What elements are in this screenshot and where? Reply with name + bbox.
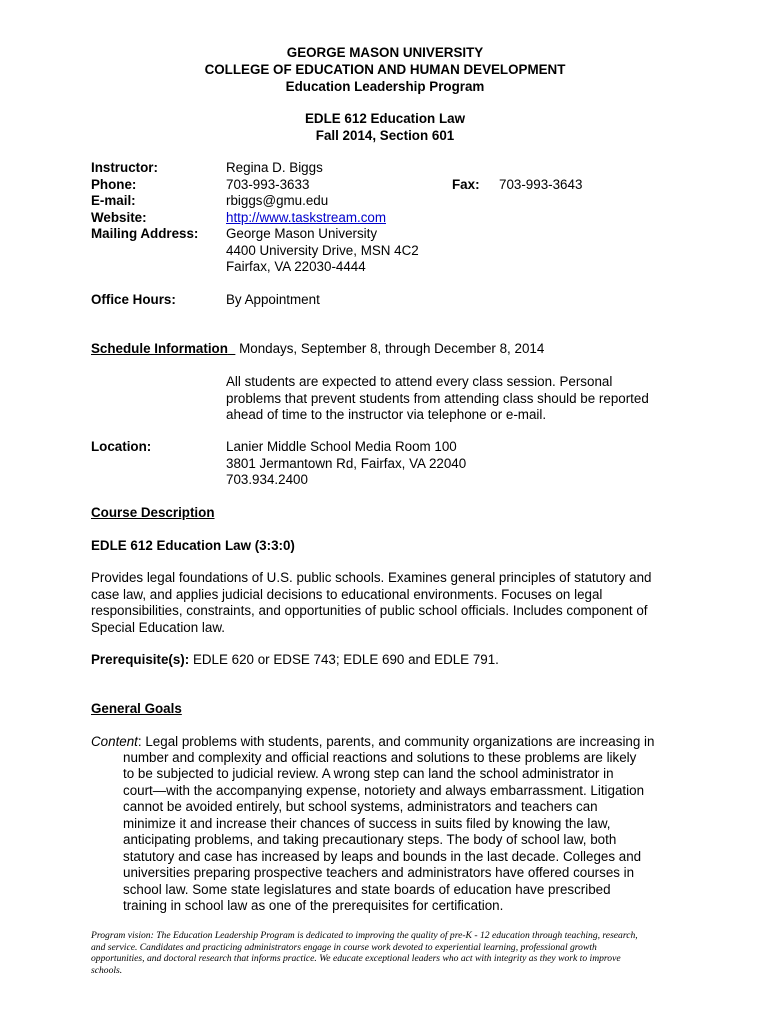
course-description-heading: Course Description xyxy=(91,505,215,520)
attendance-line2: problems that prevent students from attending class should be reported xyxy=(226,391,649,406)
website-label: Website: xyxy=(91,210,147,225)
content-line3: to be subjected to judicial review. A wrong step can land the school administrator in xyxy=(123,766,614,781)
attendance-line3: ahead of time to the instructor via telephone or e-mail. xyxy=(226,407,547,422)
fax-label: Fax: xyxy=(452,177,480,192)
document-header xyxy=(0,44,770,95)
location-line2: 3801 Jermantown Rd, Fairfax, VA 22040 xyxy=(226,456,467,471)
location-line3: 703.934.2400 xyxy=(226,472,308,487)
office-hours-value: By Appointment xyxy=(226,292,320,307)
schedule-row xyxy=(91,341,544,358)
mailing-address-line3: Fairfax, VA 22030-4444 xyxy=(226,259,366,274)
office-hours-label: Office Hours: xyxy=(91,292,176,307)
attendance-line1: All students are expected to attend every class session. Personal xyxy=(226,374,613,389)
fax-value: 703-993-3643 xyxy=(499,177,583,192)
content-first-line: : Legal problems with students, parents, and community organizations are increasing in xyxy=(137,734,655,749)
content-line10: school law. Some state legislatures and state boards of education have prescribed xyxy=(123,882,611,897)
prerequisites-label: Prerequisite(s): xyxy=(91,652,190,667)
footer-line2: and service. Candidates and practicing administrators engage in course work devoted to experiential learning, professional growth xyxy=(91,941,597,953)
instructor-name: Regina D. Biggs xyxy=(226,160,323,175)
course-description-line2: case law, and applies judicial decisions to educational environments. Focuses on legal xyxy=(91,587,603,602)
content-line6: minimize it and increase their chances of success in suits filed by knowing the law, xyxy=(123,816,611,831)
footer-line3: opportunities, and doctoral research that informs practice. We educate exceptional leaders who act with integrity as they work to improve xyxy=(91,953,621,964)
content-line4: court—with the accompanying expense, notoriety and always embarrassment. Litigation xyxy=(123,783,645,798)
course-description-line4: Special Education law. xyxy=(91,620,225,635)
course-description-subheading: EDLE 612 Education Law (3:3:0) xyxy=(91,538,295,553)
website-row xyxy=(226,210,386,227)
footer-line1: Program vision: The Education Leadership Program is dedicated to improving the quality of pre-K - 12 education through teaching, research, xyxy=(91,930,638,941)
program-name: Education Leadership Program xyxy=(285,79,485,94)
content-line8: statutory and case has increased by leaps and bounds in the last decade. Colleges and xyxy=(123,849,642,864)
mailing-address-line1: George Mason University xyxy=(226,226,378,241)
content-line7: anticipating problems, and taking precautionary steps. The body of school law, both xyxy=(123,832,617,847)
content-line11: training in school law as one of the prerequisites for certification. xyxy=(123,898,504,913)
general-goals-heading: General Goals xyxy=(91,701,182,716)
website-link[interactable]: http://www.taskstream.com xyxy=(226,210,386,225)
content-line2: number and complexity and official reactions and solutions to these problems are likely xyxy=(123,750,637,765)
email-value: rbiggs@gmu.edu xyxy=(226,193,329,208)
mailing-address-label: Mailing Address: xyxy=(91,226,199,241)
content-label: Content xyxy=(91,734,138,749)
location-line1: Lanier Middle School Media Room 100 xyxy=(226,439,457,454)
footer-line4: schools. xyxy=(91,964,123,976)
instructor-label: Instructor: xyxy=(91,160,158,175)
phone-label: Phone: xyxy=(91,177,137,192)
course-header xyxy=(0,110,770,144)
email-label: E-mail: xyxy=(91,193,136,208)
prerequisites-text: EDLE 620 or EDSE 743; EDLE 690 and EDLE 791. xyxy=(189,652,499,667)
location-label: Location: xyxy=(91,439,152,454)
course-description-line1: Provides legal foundations of U.S. public schools. Examines general principles of statutory and xyxy=(91,570,652,585)
mailing-address-line2: 4400 University Drive, MSN 4C2 xyxy=(226,243,419,258)
content-line5: cannot be avoided entirely, but school systems, administrators and teachers can xyxy=(123,799,598,814)
schedule-dates: Mondays, September 8, through December 8, 2014 xyxy=(239,341,545,356)
course-term: Fall 2014, Section 601 xyxy=(315,128,455,143)
schedule-heading: Schedule Information xyxy=(91,341,228,356)
course-title: EDLE 612 Education Law xyxy=(305,111,465,126)
program-vision-footer xyxy=(91,930,687,976)
content-line1 xyxy=(91,734,654,751)
course-description-line3: responsibilities, constraints, and opportunities of public school officials. Includes component of xyxy=(91,603,648,618)
prerequisites-row xyxy=(91,652,499,669)
college-name: COLLEGE OF EDUCATION AND HUMAN DEVELOPMENT xyxy=(204,62,566,77)
university-name: GEORGE MASON UNIVERSITY xyxy=(286,45,484,60)
content-line9: universities preparing prospective teachers and administrators have offered courses in xyxy=(123,865,635,880)
phone-value: 703-993-3633 xyxy=(226,177,310,192)
